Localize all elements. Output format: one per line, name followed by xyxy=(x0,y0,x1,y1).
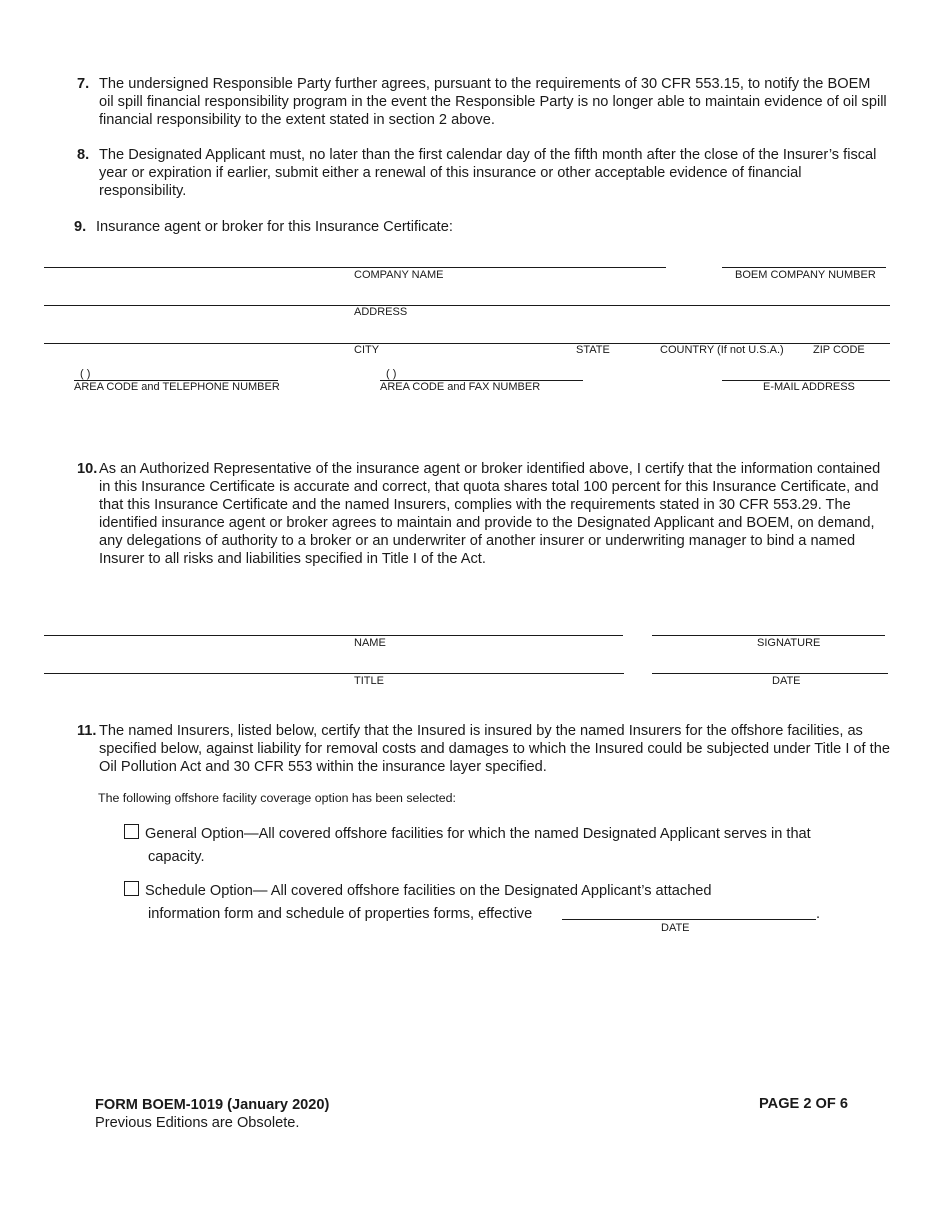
item-number: 7. xyxy=(77,76,90,92)
address-line[interactable] xyxy=(44,305,890,306)
item-number: 11. xyxy=(77,723,97,739)
effective-date-line[interactable] xyxy=(562,919,816,920)
date-label: DATE xyxy=(772,675,801,687)
title-label: TITLE xyxy=(354,675,384,687)
country-label: COUNTRY (If not U.S.A.) xyxy=(660,344,784,356)
item-text: The named Insurers, listed below, certify that the Insured is insured by the named Insurers for the offshore facilities, as specified below, against liability for removal costs and damages to which the Insured could be subjected under Title I of the Oil Pollution Act and 30 CFR 553 within the insurance layer specified. xyxy=(99,723,890,775)
address-label: ADDRESS xyxy=(354,306,408,318)
zip-code-label: ZIP CODE xyxy=(813,344,865,356)
name-label: NAME xyxy=(354,637,386,649)
item-text: As an Authorized Representative of the insurance agent or broker identified above, I certify that the information contained in this Insurance Certificate is accurate and correct, that quota shares total 100 percent for this Insurance Certificate, and that this Insurance Certificate and the named Insurers, complies with the requirements stated in 30 CFR 553.29. The identified insurance agent or broker agrees to maintain and provide to the Designated Applicant and BOEM, on demand, any delegations of authority to a broker or an underwriter of another insurer or underwriting manager to bind a named Insurer to all risks and liabilities specified in Title I of the Act. xyxy=(99,461,881,567)
company-name-label: COMPANY NAME xyxy=(354,269,444,281)
boem-company-number-line[interactable] xyxy=(722,267,886,268)
form-number: FORM BOEM-1019 (January 2020) xyxy=(95,1097,330,1113)
item-8 xyxy=(77,146,889,200)
effective-date-label: DATE xyxy=(661,922,690,934)
item-10 xyxy=(77,460,889,568)
fax-parens: ( ) xyxy=(386,368,397,380)
general-option-checkbox[interactable] xyxy=(124,824,139,839)
item-7 xyxy=(77,75,889,129)
item-text: The undersigned Responsible Party further agrees, pursuant to the requirements of 30 CFR 553.15, to notify the BOEM oil spill financial responsibility program in the event the Responsible Party is no longer able to maintain evidence of oil spill financial responsibility to the extent stated in section 2 above. xyxy=(99,76,887,128)
phone-label: AREA CODE and TELEPHONE NUMBER xyxy=(74,381,280,393)
item-number: 9. xyxy=(74,219,87,235)
item-text: The Designated Applicant must, no later than the first calendar day of the fifth month after the close of the Insurer’s fiscal year or expiration if earlier, submit either a renewal of this insurance or other acceptable evidence of financial responsibility. xyxy=(99,147,877,199)
city-label: CITY xyxy=(354,344,380,356)
fax-label: AREA CODE and FAX NUMBER xyxy=(380,381,541,393)
signature-line[interactable] xyxy=(652,635,885,636)
schedule-option-label: Schedule Option— All covered offshore facilities on the Designated Applicant’s attached xyxy=(145,883,712,899)
schedule-option-checkbox[interactable] xyxy=(124,881,139,896)
general-option-label-cont: capacity. xyxy=(148,849,205,865)
state-label: STATE xyxy=(576,344,610,356)
item-number: 8. xyxy=(77,147,90,163)
phone-parens: ( ) xyxy=(80,368,91,380)
page-number: PAGE 2 OF 6 xyxy=(759,1096,848,1112)
title-line[interactable] xyxy=(44,673,624,674)
boem-company-number-label: BOEM COMPANY NUMBER xyxy=(735,269,876,281)
coverage-intro: The following offshore facility coverage option has been selected: xyxy=(98,791,456,805)
item-9 xyxy=(74,218,886,236)
item-number: 10. xyxy=(77,461,98,477)
period: . xyxy=(816,906,821,922)
general-option-label: General Option—All covered offshore facilities for which the named Designated Applicant serves in that xyxy=(145,826,811,842)
obsolete-note: Previous Editions are Obsolete. xyxy=(95,1115,300,1131)
email-label: E-MAIL ADDRESS xyxy=(763,381,855,393)
item-11 xyxy=(77,722,893,776)
item-text: Insurance agent or broker for this Insurance Certificate: xyxy=(96,219,453,235)
date-line[interactable] xyxy=(652,673,888,674)
name-line[interactable] xyxy=(44,635,623,636)
signature-label: SIGNATURE xyxy=(757,637,821,649)
company-name-line[interactable] xyxy=(44,267,666,268)
schedule-option-label-cont: information form and schedule of properties forms, effective xyxy=(148,906,533,922)
